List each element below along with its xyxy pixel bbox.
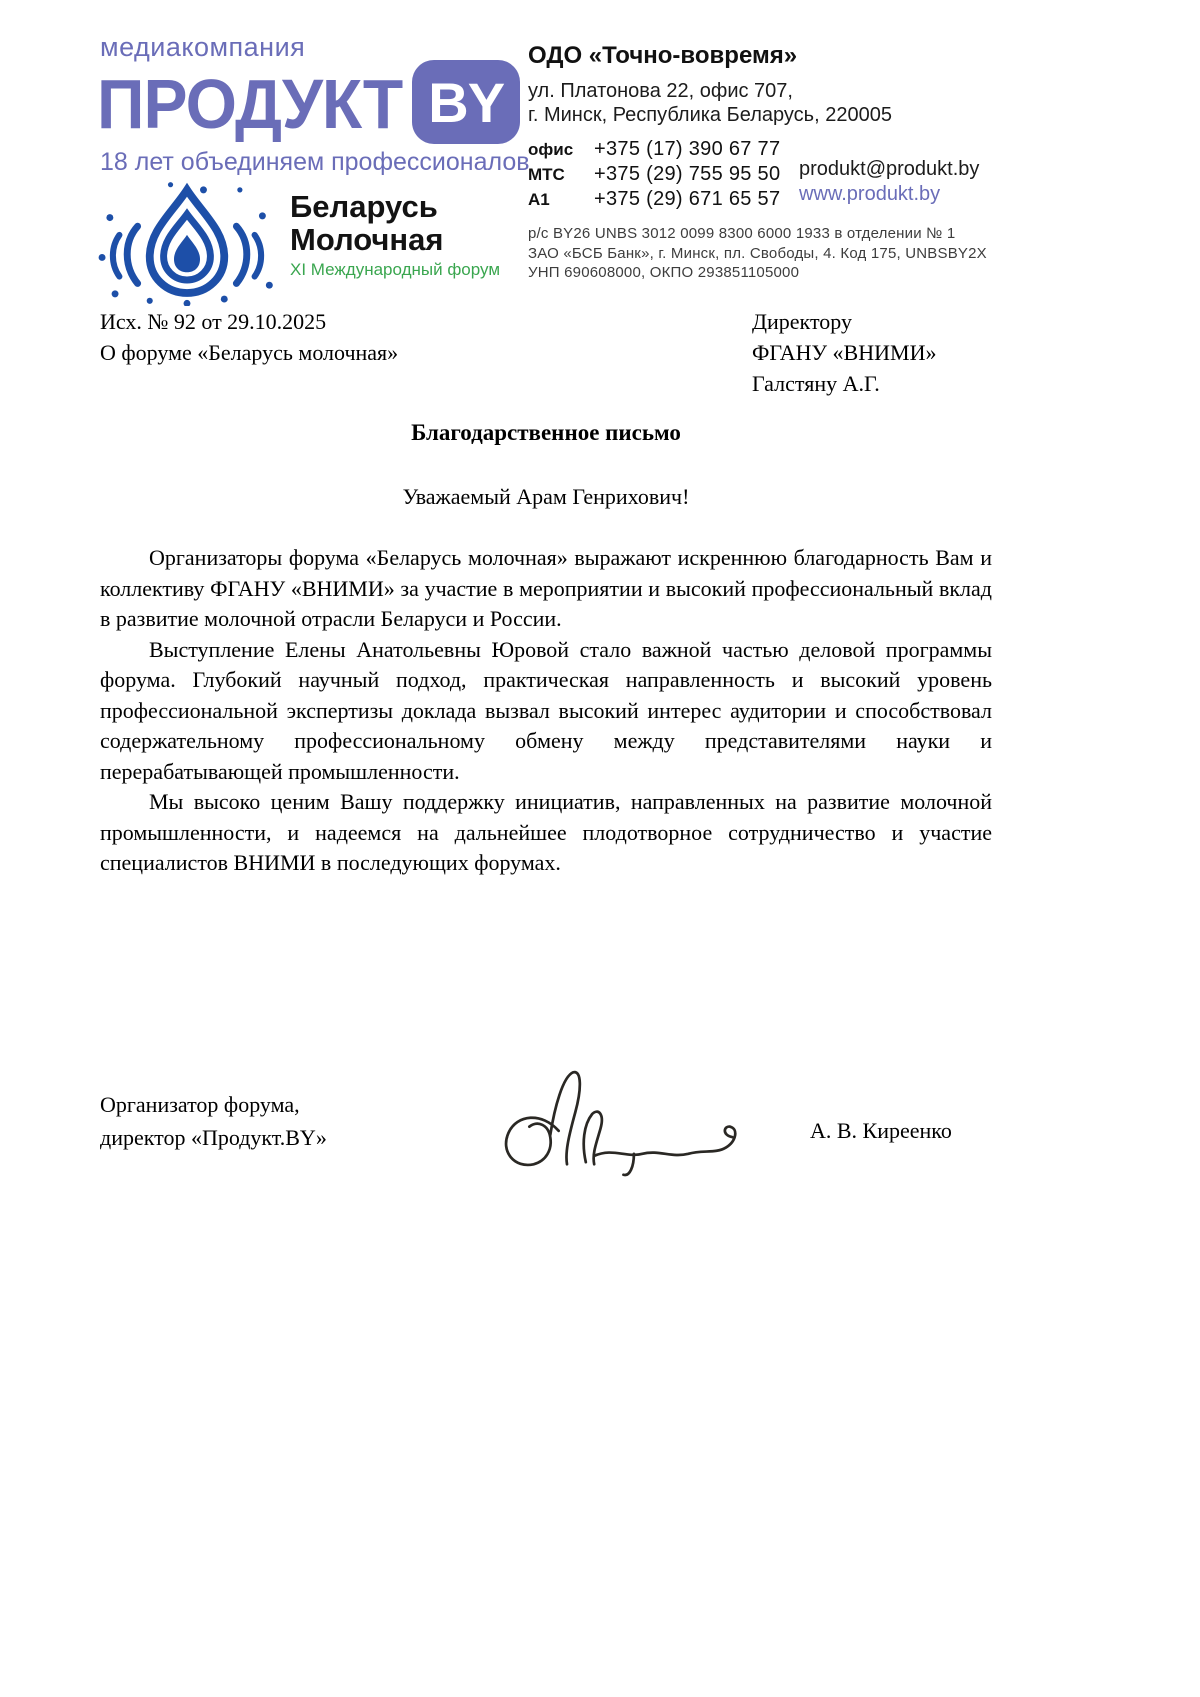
phone-label-mts: МТС [528, 165, 565, 184]
signer-role [100, 1088, 327, 1154]
signer-name: А. В. Киреенко [810, 1118, 952, 1143]
forum-subtitle: XI Международный форум [290, 260, 501, 279]
letter-title: Благодарственное письмо [411, 420, 681, 445]
outgoing-number: Исх. № 92 от 29.10.2025 [100, 309, 327, 334]
addressee-position: Директору [752, 309, 852, 334]
paragraph-1: Организаторы форума «Беларусь молочная» выражают искреннюю благодарность Вам и коллективу ФГАНУ «ВНИМИ» за участие в мероприятии и высокий профессиональный вклад в развитие молочной отрасли Беларуси и России. [100, 545, 992, 631]
email-link[interactable]: produkt@produkt.by [799, 158, 980, 180]
phone-label-a1: А1 [528, 190, 550, 209]
forum-logo [92, 176, 500, 311]
paragraph-3: Мы высоко ценим Вашу поддержку инициатив, направленных на развитие молочной промышленности, и надеемся на дальнейшее плодотворное сотрудничество и участие специалистов ВНИМИ в последующих форумах. [100, 789, 992, 875]
reference-block [100, 306, 398, 368]
bank-line-1: р/с BY26 UNBS 3012 0099 8300 6000 1933 в отделении № 1 [528, 225, 956, 242]
company-type-label: медиакомпания [100, 32, 306, 62]
logo-wordmark: ПРОДУКТ [97, 65, 403, 143]
addressee-name: Галстяну А.Г. [752, 371, 880, 396]
addressee-block [752, 306, 936, 399]
organization-name: ОДО «Точно-вовремя» [528, 42, 798, 69]
phone-number-office: +375 (17) 390 67 77 [594, 138, 781, 160]
letter-body [100, 543, 992, 879]
milk-drop-icon [92, 176, 282, 311]
address-line-2: г. Минск, Республика Беларусь, 220005 [528, 104, 892, 126]
forum-title-line1: Беларусь [290, 189, 438, 224]
company-tagline: 18 лет объединяем профессионалов [100, 148, 530, 176]
phone-label-office: офис [528, 140, 574, 159]
address-line-1: ул. Платонова 22, офис 707, [528, 80, 793, 102]
bank-details [528, 224, 987, 283]
phone-number-mts: +375 (29) 755 95 50 [594, 163, 781, 185]
handwritten-signature [468, 1066, 758, 1186]
bank-line-2: ЗАО «БСБ Банк», г. Минск, пл. Свободы, 4. Код 175, UNBSBY2X [528, 244, 987, 262]
signer-role-line2: директор «Продукт.BY» [100, 1125, 327, 1150]
phone-row-office [528, 138, 780, 163]
bank-line-3: УНП 690608000, ОКПО 293851105000 [528, 264, 800, 281]
phone-list [528, 138, 780, 213]
logo-by-badge: BY [412, 60, 520, 144]
forum-title-line2: Молочная [290, 222, 444, 257]
salutation: Уважаемый Арам Генрихович! [402, 484, 690, 509]
signer-role-line1: Организатор форума, [100, 1092, 300, 1117]
paragraph-2: Выступление Елены Анатольевны Юровой стало важной частью деловой программы форума. Глубокий научный подход, практическая направленность и высокий уровень профессиональной экспертизы доклада вызвал высокий интерес аудитории и способствовал содержательному профессиональному обмену между представителями науки и перерабатывающей промышленности. [100, 636, 992, 784]
produkt-by-logo [97, 60, 520, 144]
phone-number-a1: +375 (29) 671 65 57 [594, 188, 781, 210]
phone-row-mts [528, 163, 780, 188]
letter-subject: О форуме «Беларусь молочная» [100, 340, 399, 365]
phone-row-a1 [528, 188, 780, 213]
website-link[interactable]: www.produkt.by [799, 183, 941, 205]
addressee-organization: ФГАНУ «ВНИМИ» [752, 340, 937, 365]
